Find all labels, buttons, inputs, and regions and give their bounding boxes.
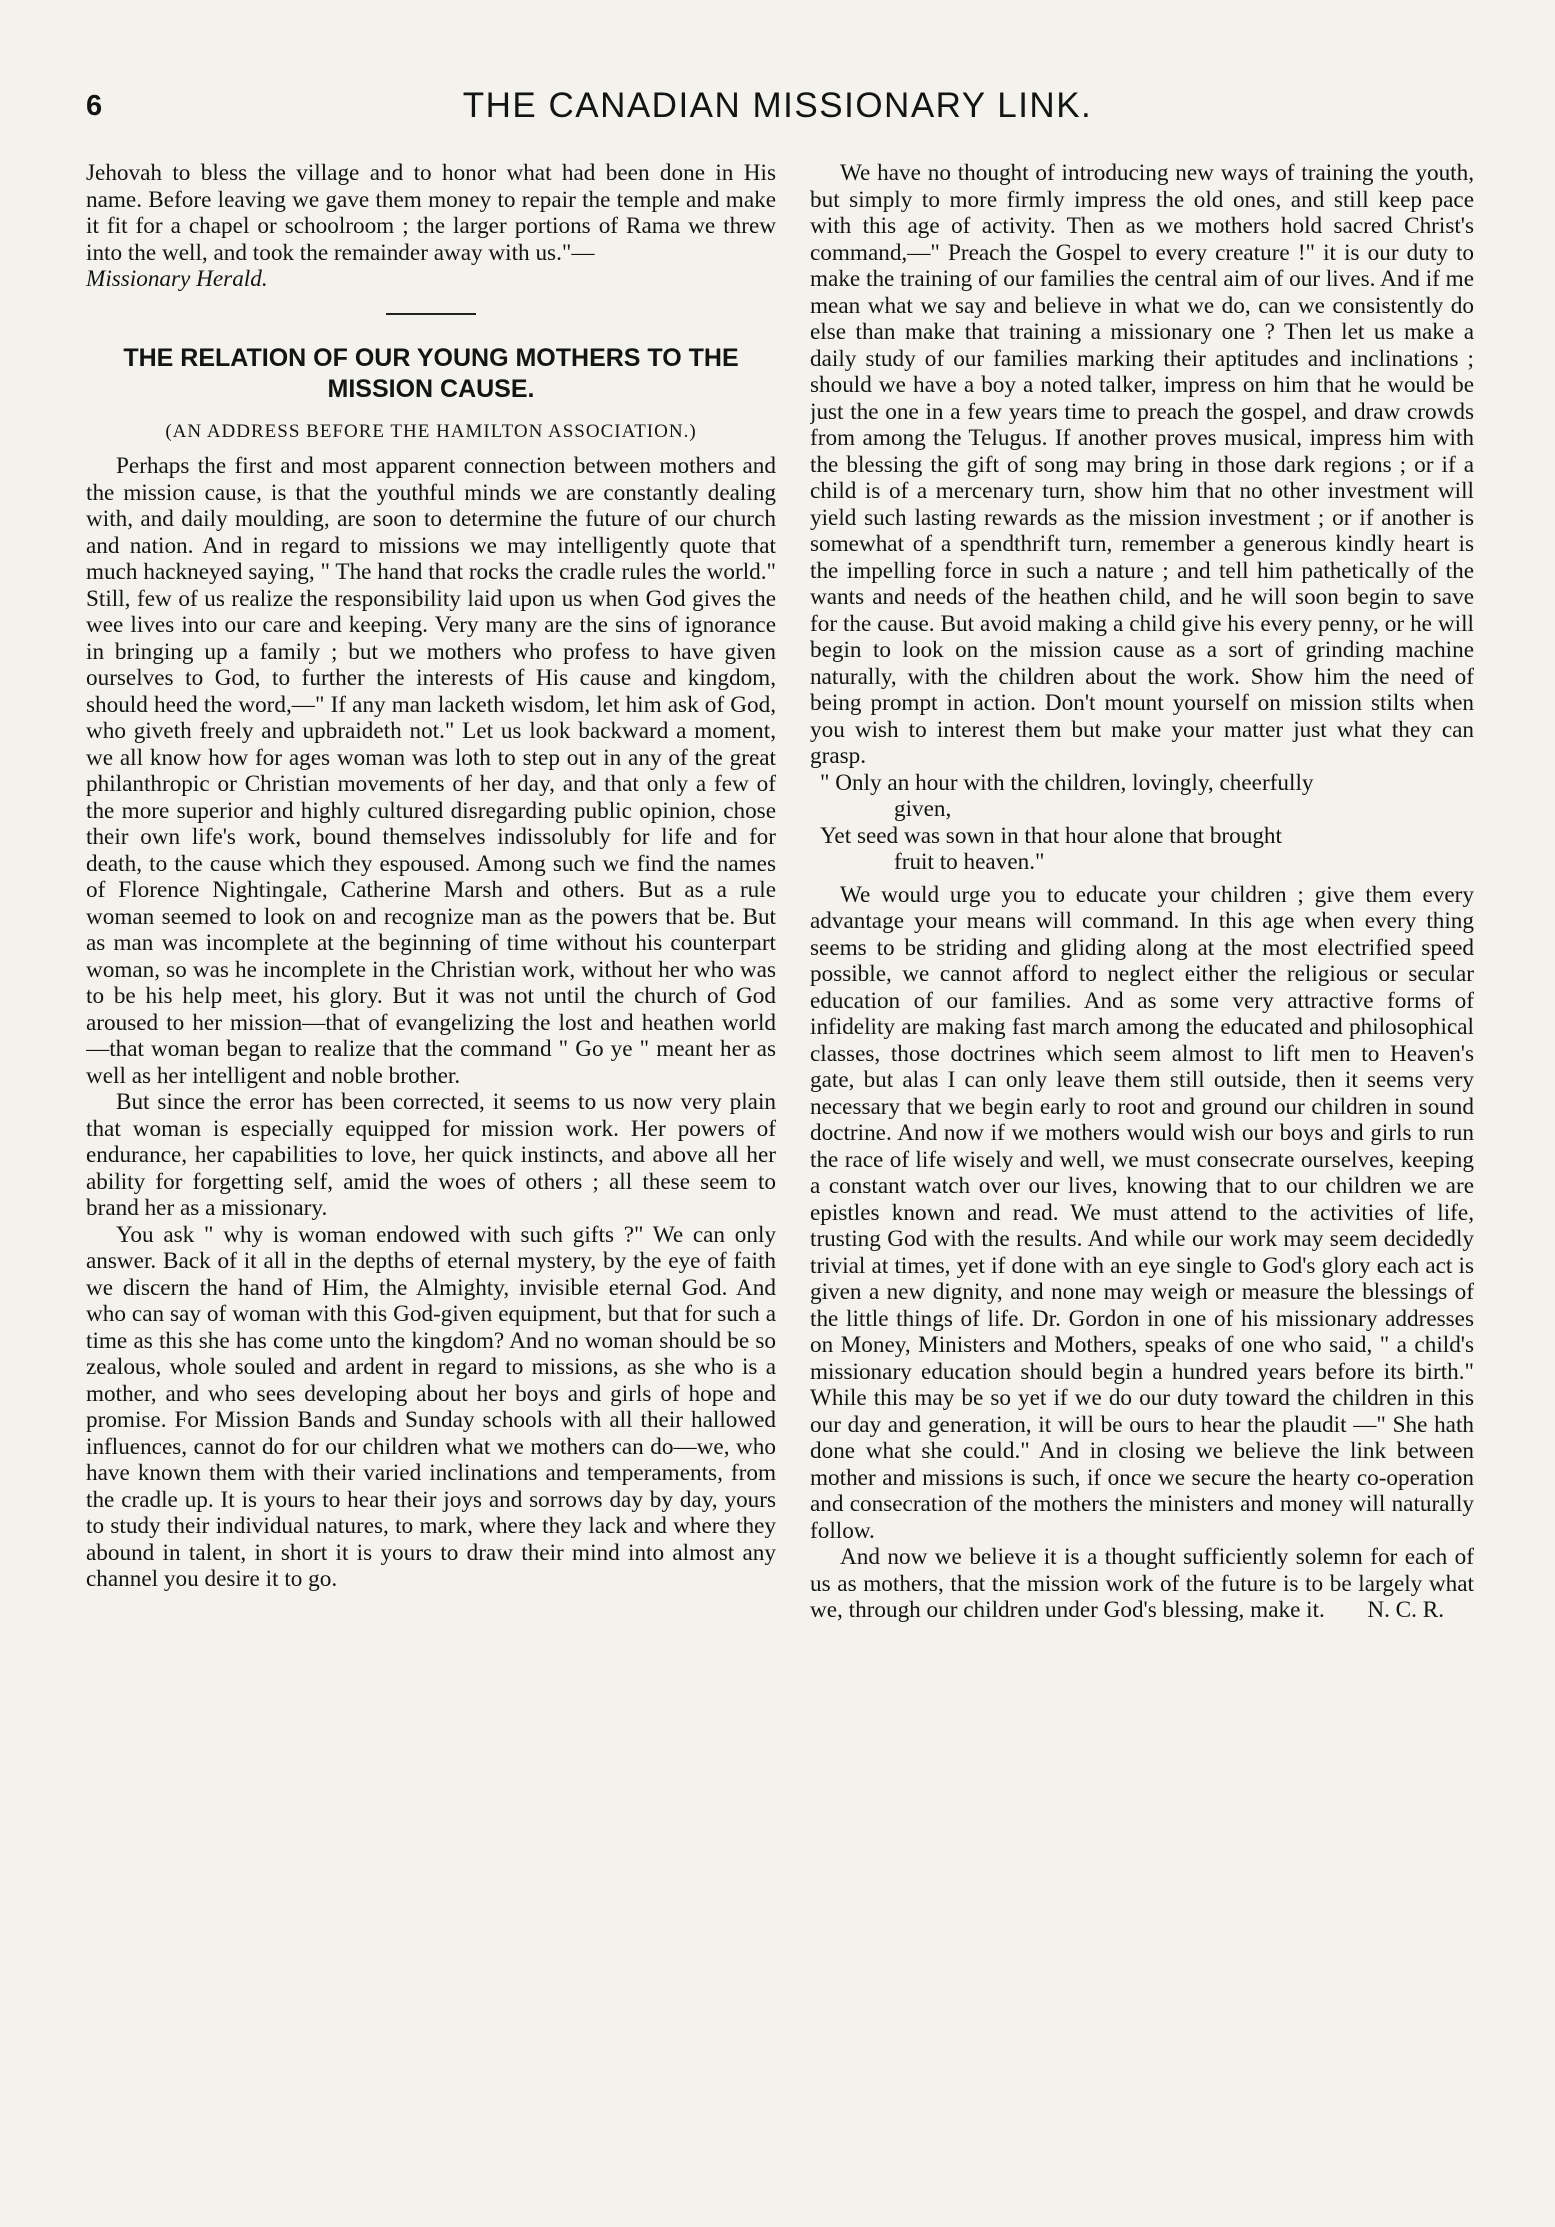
verse-line: Yet seed was sown in that hour alone that brought: [820, 822, 1282, 849]
section-divider: [386, 313, 476, 315]
article-paragraph: You ask " why is woman endowed with such gifts ?" We can only answer. Back of it all in the depths of eternal mystery, by the eye of faith we discern the hand of Him, the Almighty, invisible eternal God. And who can say of woman with this God-given equipment, but that for such a time as this she has come unto the kingdom? And no woman should be so zealous, whole souled and ardent in regard to missions, as she who is a mother, and who sees developing about her boys and girls of hope and promise. For Mission Bands and Sunday schools with all their hallowed influences, cannot do for our children what we mothers can do—we, who have known them with their varied inclinations and temperaments, from the cradle up. It is yours to hear their joys and sorrows day by day, yours to study their individual natures, to mark, where they lack and where they abound in talent, in short it is yours to draw their mind into almost any channel you desire it to go.: [86, 1221, 776, 1592]
closing-paragraph: [810, 1544, 1474, 1624]
article-paragraph: We have no thought of introducing new ways of training the youth, but simply to more firmly impress the old ones, and still keep pace with this age of activity. Then as we mothers hold sacred Christ's command,—" Preach the Gospel to every creature !" it is our duty to make the training of our families the central aim of our lives. And if me mean what we say and believe in what we do, can we consistently do else than make that training a missionary one ? Then let us make a daily study of our families marking their aptitudes and inclinations ; should we have a boy a noted talker, impress on him that he would be just the one in a few years time to preach the gospel, and draw crowds from among the Telugus. If another proves musical, impress him with the blessing the gift of song may bring in those dark regions ; or if a child is of a mercenary turn, show him that no other investment will yield such lasting rewards as the mission investment ; or if another is somewhat of a spendthrift turn, remember a generous kindly heart is the impelling force in such a nature ; and tell him pathetically of the wants and needs of the heathen child, and he will soon begin to save for the cause. But avoid making a child give his every penny, or he will begin to look on the mission cause as a sort of grinding machine naturally, with the children about the work. Show him the need of being prompt in action. Don't mount yourself on mission stilts when you wish to interest them but make your matter just what they can grasp.: [810, 160, 1474, 769]
continuation-paragraph: Jehovah to bless the village and to honor what had been done in His name. Before leaving we gave them money to repair the temple and make it fit for a chapel or schoolroom ; the larger portions of Rama we threw into the well, and took the remainder away with us."—: [86, 160, 776, 266]
verse-quote: [810, 770, 1474, 876]
article-title: THE RELATION OF OUR YOUNG MOTHERS TO THE MISSION CAUSE.: [123, 343, 739, 403]
verse-line-continuation: fruit to heaven.": [894, 849, 1045, 875]
right-column: [810, 160, 1474, 2200]
publication-title: THE CANADIAN MISSIONARY LINK.: [462, 86, 1093, 125]
article-paragraph: But since the error has been corrected, it seems to us now very plain that woman is especially equipped for mission work. Her powers of endurance, her capabilities to love, her quick instincts, and above all her ability for forgetting self, amid the woes of others ; all these seem to brand her as a missionary.: [86, 1089, 776, 1221]
verse-line-continuation: given,: [894, 796, 952, 822]
article-paragraph: Perhaps the first and most apparent connection between mothers and the mission cause, is that the youthful minds we are constantly dealing with, and daily moulding, are soon to determine the future of our church and nation. And in regard to missions we may intelligently quote that much hackneyed saying, " The hand that rocks the cradle rules the world." Still, few of us realize the responsibility laid upon us when God gives the wee lives into our care and keeping. Very many are the sins of ignorance in bringing up a family ; but we mothers who profess to have given ourselves to God, to further the interests of His cause and kingdom, should heed the word,—" If any man lacketh wisdom, let him ask of God, who giveth freely and upbraideth not." Let us look backward a moment, we all know how for ages woman was loth to step out in any of the great philanthropic or Christian movements of her day, and that only a few of the more superior and highly cultured disregarding public opinion, chose their own life's work, bound themselves indissolubly for life and for death, to the cause which they espoused. Among such we find the names of Florence Nightingale, Catherine Marsh and others. But as a rule woman seemed to look on and recognize man as the powers that be. But as man was incomplete at the beginning of time without his counterpart woman, so was he incomplete in the Christian work, without her who was to be his help meet, his glory. But it was not until the church of God aroused to her mission—that of evangelizing the lost and heathen world—that woman began to realize that the command " Go ye " meant her as well as her intelligent and noble brother.: [86, 453, 776, 1089]
left-column: [86, 160, 776, 2200]
closing-text: And now we believe it is a thought sufficiently solemn for each of us as mothers, that the mission work of the future is to be largely what we, through our children under God's blessing, make it.: [810, 1544, 1474, 1623]
article-paragraph: We would urge you to educate your children ; give them every advantage your means will command. In this age when every thing seems to be striding and gliding along at the most electrified speed possible, we cannot afford to neglect either the religious or secular education of our families. And as some very attractive forms of infidelity are making fast march among the educated and philosophical classes, those doctrines which seem almost to lift men to Heaven's gate, but alas I can only leave them still outside, then it seems very necessary that we begin early to root and ground our children in sound doctrine. And now if we mothers would wish our boys and girls to run the race of life wisely and well, we must consecrate ourselves, keeping a constant watch over our lives, knowing that to our children we are epistles known and read. We must attend to the activities of life, trusting God with the results. And while our work may seem decidedly trivial at times, yet if done with an eye single to God's glory each act is given a new dignity, and none may weigh or measure the blessings of the little things of life. Dr. Gordon in one of his missionary addresses on Money, Ministers and Mothers, speaks of one who said, " a child's missionary education should begin a hundred years before its birth." While this may be so yet if we do our duty toward the children in this our day and generation, it will be ours to hear the plaudit —" She hath done what she could." And in closing we believe the link between mother and missions is such, if once we secure the hearty co-operation and consecration of the mothers the ministers and money will naturally follow.: [810, 881, 1474, 1544]
article-subtitle: (AN ADDRESS BEFORE THE HAMILTON ASSOCIATION.): [165, 420, 697, 442]
author-signature: N. C. R.: [1367, 1597, 1444, 1623]
verse-line: " Only an hour with the children, lovingly, cheerfully: [820, 769, 1314, 796]
continuation-source: Missionary Herald.: [86, 266, 268, 292]
page-number: 6: [86, 90, 103, 122]
